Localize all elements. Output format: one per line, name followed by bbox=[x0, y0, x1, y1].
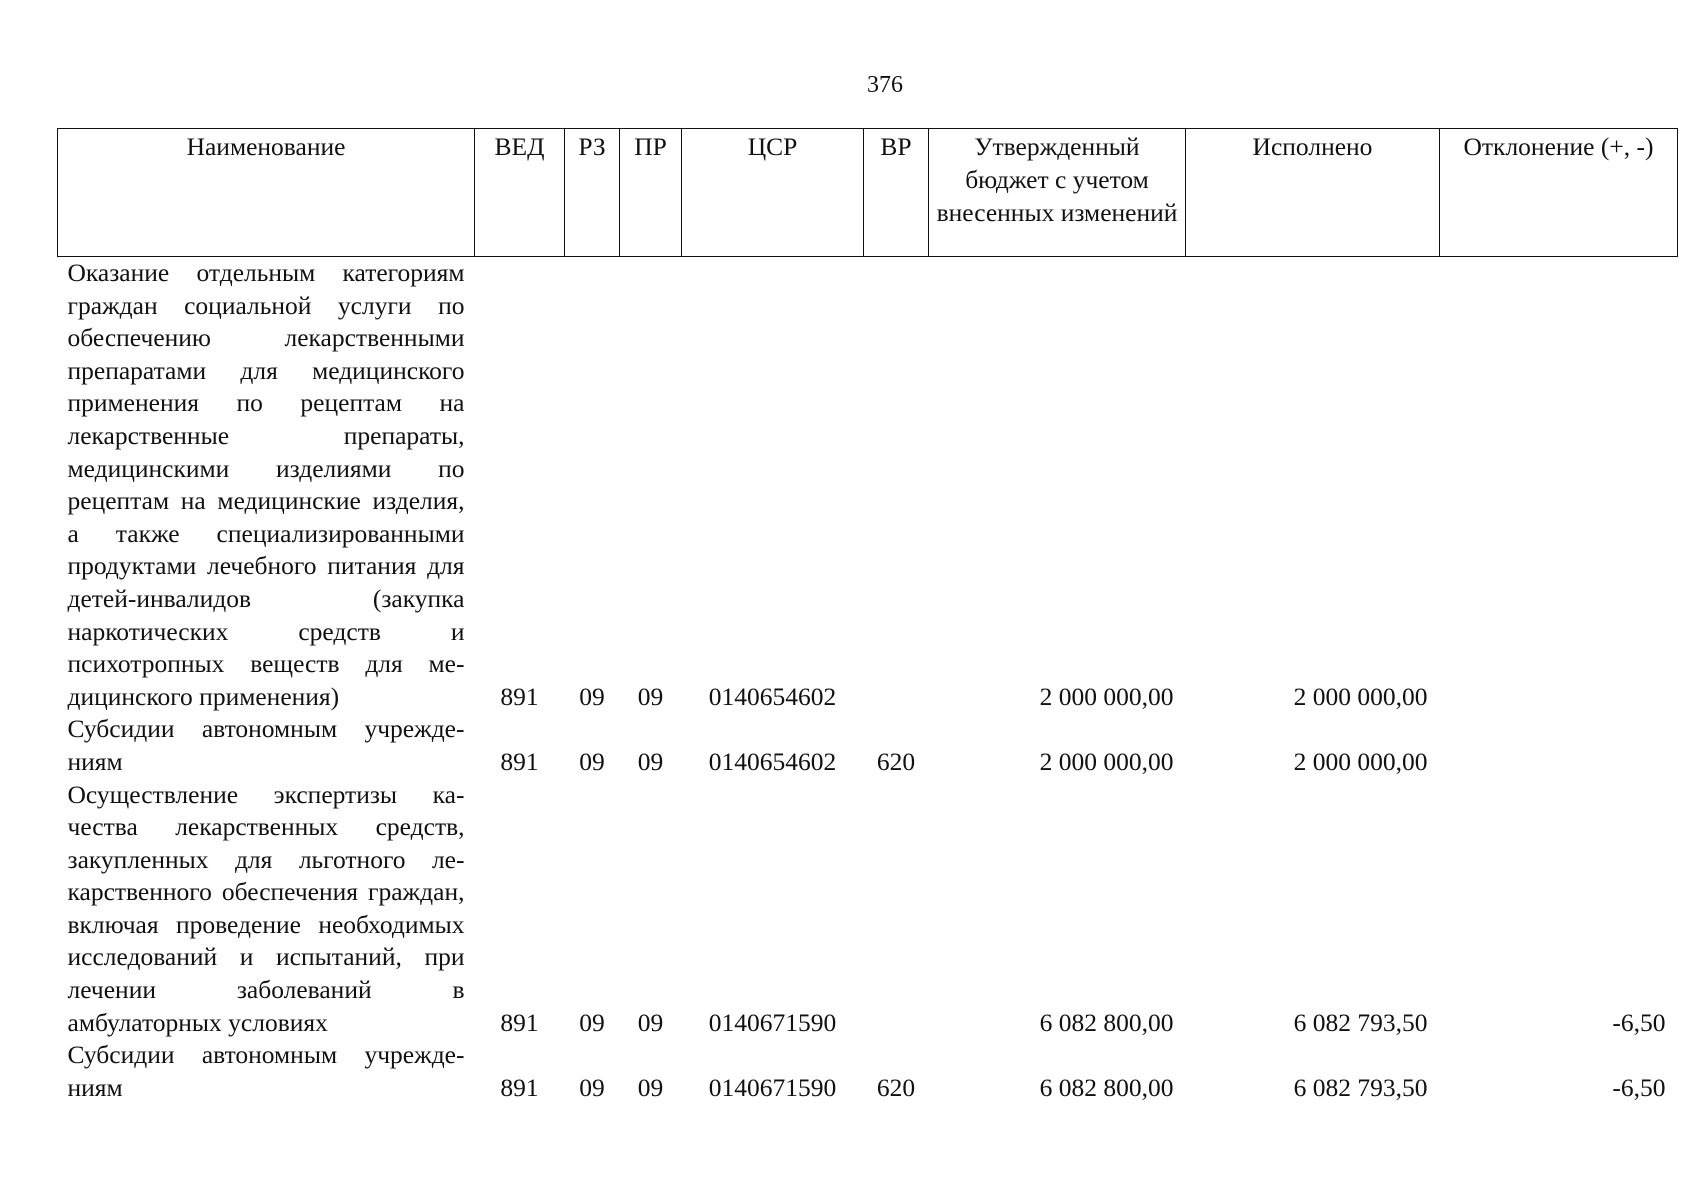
row-approved: 2 000 000,00 bbox=[1039, 746, 1174, 776]
row-approved: 6 082 800,00 bbox=[1039, 1007, 1174, 1037]
table-row bbox=[58, 779, 1678, 1040]
header-rz: РЗ bbox=[565, 129, 620, 257]
header-vr: ВР bbox=[864, 129, 929, 257]
row-vr bbox=[864, 779, 929, 1040]
table-row bbox=[58, 257, 1678, 714]
row-pr: 09 bbox=[637, 1072, 664, 1102]
budget-table bbox=[57, 128, 1678, 1104]
table-body bbox=[58, 257, 1678, 1105]
row-vr: 620 bbox=[876, 1072, 916, 1102]
row-executed: 6 082 793,50 bbox=[1293, 1072, 1428, 1102]
row-ved: 891 bbox=[500, 1007, 539, 1037]
row-deviation bbox=[1440, 257, 1678, 714]
row-deviation: -6,50 bbox=[1612, 1072, 1666, 1102]
row-rz: 09 bbox=[579, 1072, 605, 1102]
row-name: Субсидии автономным учреждениям bbox=[67, 1040, 465, 1102]
header-executed: Исполнено bbox=[1186, 129, 1440, 257]
row-executed: 2 000 000,00 bbox=[1293, 746, 1428, 776]
table-row bbox=[58, 713, 1678, 778]
row-executed: 2 000 000,00 bbox=[1293, 681, 1428, 711]
header-deviation: Отклонение (+, -) bbox=[1440, 129, 1678, 257]
row-ved: 891 bbox=[500, 681, 539, 711]
row-pr: 09 bbox=[637, 681, 664, 711]
row-csr: 0140671590 bbox=[708, 1007, 837, 1037]
row-vr bbox=[864, 257, 929, 714]
row-csr: 0140654602 bbox=[708, 681, 837, 711]
row-approved: 6 082 800,00 bbox=[1039, 1072, 1174, 1102]
row-ved: 891 bbox=[500, 1072, 539, 1102]
header-ved: ВЕД bbox=[475, 129, 565, 257]
header-csr: ЦСР bbox=[682, 129, 864, 257]
row-deviation: -6,50 bbox=[1612, 1007, 1666, 1037]
row-csr: 0140654602 bbox=[708, 746, 837, 776]
header-name: Наименование bbox=[58, 129, 475, 257]
row-rz: 09 bbox=[579, 1007, 605, 1037]
header-approved: Утвержденный бюджет с учетом внесенных изменений bbox=[929, 129, 1186, 257]
row-pr: 09 bbox=[637, 1007, 664, 1037]
row-name: Оказание отдельным категориям граждан социальной услуги по обеспечению лекарственными препаратами для медицинского применения по рецептам на лекарственные препараты, медицинскими изделиями по рецептам на медицинские изделия, а также специализированными продуктами лечебного питания для детей-инвалидов (закупка наркотических средств и психотропных веществ для медицинского применения) bbox=[67, 258, 465, 711]
row-pr: 09 bbox=[637, 746, 664, 776]
row-vr: 620 bbox=[876, 746, 916, 776]
header-pr: ПР bbox=[620, 129, 682, 257]
row-approved: 2 000 000,00 bbox=[1039, 681, 1174, 711]
row-csr: 0140671590 bbox=[708, 1072, 837, 1102]
row-name: Осуществление экспертизы качества лекарственных средств, закупленных для льготного лекарственного обеспечения граждан, включая проведение необходимых исследований и испытаний, при лечении заболеваний в амбулаторных условиях bbox=[67, 779, 465, 1037]
page-number: 376 bbox=[867, 72, 903, 98]
row-deviation bbox=[1440, 713, 1678, 778]
row-rz: 09 bbox=[579, 681, 605, 711]
table-row bbox=[58, 1039, 1678, 1104]
table-header bbox=[58, 129, 1678, 257]
row-rz: 09 bbox=[579, 746, 605, 776]
row-ved: 891 bbox=[500, 746, 539, 776]
row-name: Субсидии автономным учреждениям bbox=[67, 714, 465, 776]
row-executed: 6 082 793,50 bbox=[1293, 1007, 1428, 1037]
